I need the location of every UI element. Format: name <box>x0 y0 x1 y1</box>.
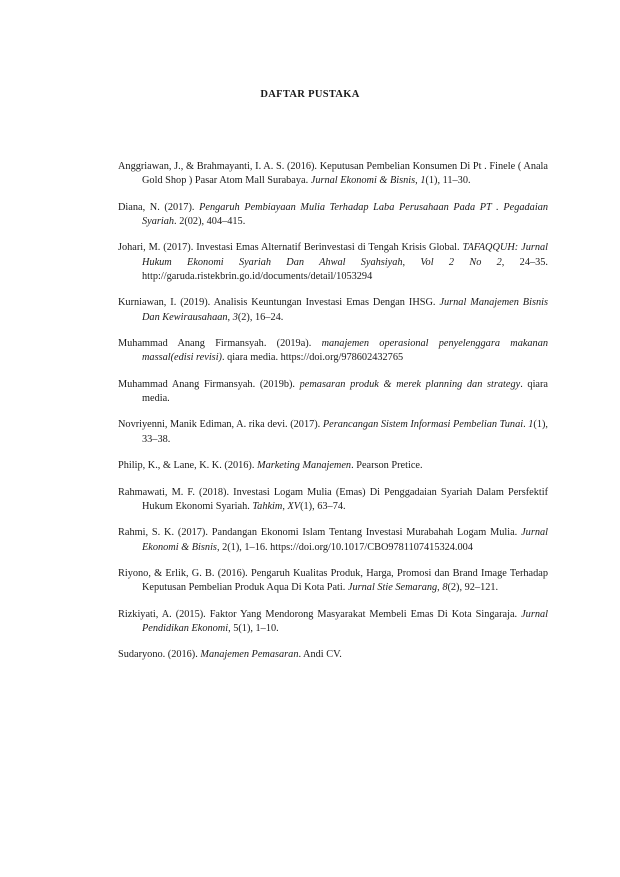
reference-text: , <box>228 622 234 634</box>
reference-text: Rahmi, S. K. (2017). Pandangan Ekonomi Islam Tentang Investasi Murabahah Logam Mulia. <box>118 527 522 539</box>
reference-volume: 8 <box>442 582 448 594</box>
reference-entry <box>118 337 548 365</box>
reference-title: Jurnal Pendidikan Ekonomi <box>142 608 548 634</box>
reference-entry <box>118 459 548 473</box>
reference-text: (1), 11–30. <box>425 175 471 187</box>
reference-text: . qiara media. https://doi.org/978602432765 <box>221 352 404 364</box>
reference-text: Riyono, & Erlik, G. B. (2016). Pengaruh Kualitas Produk, Harga, Promosi dan Brand Image Terhadap Keputusan Pembelian Produk Aqua Di Kota Pati. <box>118 568 548 594</box>
reference-text: Muhammad Anang Firmansyah. (2019a). <box>118 338 322 350</box>
reference-text: . <box>523 419 529 431</box>
reference-text: (2), 16–24. <box>237 311 284 323</box>
reference-text: , <box>437 582 443 594</box>
reference-text: Muhammad Anang Firmansyah. (2019b). <box>118 378 300 390</box>
reference-entry <box>118 526 548 554</box>
reference-text: Sudaryono. (2016). <box>118 649 201 661</box>
reference-text: 2(1), 1–16. https://doi.org/10.1017/CBO9781107415324.004 <box>222 541 473 553</box>
reference-text: , <box>415 175 421 187</box>
reference-text: 5(1), 1–10. <box>233 622 279 634</box>
reference-text: Philip, K., & Lane, K. K. (2016). <box>118 460 257 472</box>
reference-text: Rizkiyati, A. (2015). Faktor Yang Mendorong Masyarakat Membeli Emas Di Kota Singaraja. <box>118 608 522 620</box>
reference-title: TAFAQQUH: Jurnal Hukum Ekonomi Syariah Dan Ahwal Syahsiyah <box>142 242 549 268</box>
reference-title: Jurnal Ekonomi & Bisnis <box>310 175 416 187</box>
reference-volume: Vol 2 No 2 <box>420 256 502 268</box>
reference-volume: 1 <box>420 175 426 187</box>
reference-text: Novriyenni, Manik Ediman, A. rika devi. (2017). <box>118 419 323 431</box>
reference-text: (1), 63–74. <box>300 500 346 512</box>
reference-text: (2), 92–121. <box>447 582 499 594</box>
reference-title: Jurnal Ekonomi & Bisnis <box>142 527 548 553</box>
reference-volume: XV <box>287 500 301 512</box>
reference-entry <box>118 160 548 188</box>
reference-title: Perancangan Sistem Informasi Pembelian Tunai <box>322 419 524 431</box>
reference-title: Manajemen Pemasaran <box>200 649 299 661</box>
reference-title: Tahkim <box>252 500 283 512</box>
reference-title: Pengaruh Pembiayaan Mulia Terhadap Laba Perusahaan Pada PT . Pegadaian Syariah <box>142 201 548 227</box>
reference-list <box>118 160 548 675</box>
reference-text: . <box>174 215 180 227</box>
reference-title: pemasaran produk & merek planning dan strategy <box>299 378 521 390</box>
reference-text: 2(02), 404–415. <box>179 215 246 227</box>
reference-text: Anggriawan, J., & Brahmayanti, I. A. S. (2016). Keputusan Pembelian Konsumen Di Pt . Finele ( Anala Gold Shop ) Pasar Atom Mall Surabaya. <box>118 161 548 187</box>
reference-entry <box>118 296 548 324</box>
reference-title: Jurnal Manajemen Bisnis Dan Kewirausahaan <box>142 297 548 323</box>
reference-entry <box>118 648 548 662</box>
reference-entry <box>118 567 548 595</box>
reference-text: , 24–35. http://garuda.ristekbrin.go.id/documents/detail/1053294 <box>142 256 548 282</box>
reference-title: manajemen operasional penyelenggara makanan massal(edisi revisi) <box>142 338 549 364</box>
reference-text: . qiara media. <box>142 378 548 404</box>
reference-text: Johari, M. (2017). Investasi Emas Alternatif Berinvestasi di Tengah Krisis Global. <box>118 242 463 254</box>
reference-text: . Pearson Pretice. <box>351 460 423 472</box>
reference-entry <box>118 486 548 514</box>
reference-text: , <box>402 256 421 268</box>
reference-entry <box>118 418 548 446</box>
reference-text: Kurniawan, I. (2019). Analisis Keuntungan Investasi Emas Dengan IHSG. <box>118 297 440 309</box>
reference-entry <box>118 241 548 284</box>
reference-entry <box>118 608 548 636</box>
reference-title: Jurnal Stie Semarang <box>347 582 438 594</box>
reference-volume: 3 <box>232 311 238 323</box>
reference-text: . Andi CV. <box>298 649 342 661</box>
reference-text: Diana, N. (2017). <box>118 201 200 213</box>
reference-text: , <box>216 541 223 553</box>
reference-entry <box>118 201 548 229</box>
reference-text: , <box>227 311 233 323</box>
page-title: DAFTAR PUSTAKA <box>260 89 360 100</box>
reference-text: , <box>282 500 288 512</box>
reference-entry <box>118 378 548 406</box>
reference-title: Marketing Manajemen <box>257 460 352 472</box>
reference-volume: 1 <box>528 419 534 431</box>
reference-text: Rahmawati, M. F. (2018). Investasi Logam Mulia (Emas) Di Penggadaian Syariah Dalam Persfektif Hukum Ekonomi Syariah. <box>118 486 548 512</box>
reference-text: (1), 33–38. <box>142 419 549 445</box>
